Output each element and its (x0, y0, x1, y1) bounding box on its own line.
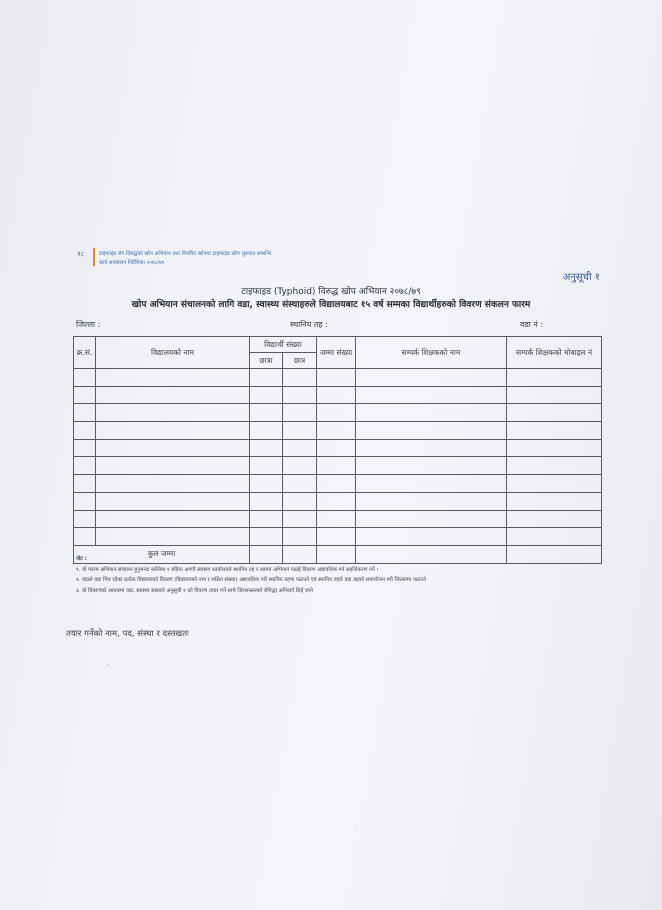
note-item: १. यो फारम अभियान संचालन हुनुभन्दा कम्तिमा १ महिना अगावै स्वास्थ्य कार्यालयले स्थानिय तह र वडामा अभियानं पठाई विवरण अद्यावधिक गर्न सहजिकरण गर्ने । (76, 566, 379, 573)
running-header (77, 248, 377, 268)
collection-table (73, 336, 602, 564)
paper-speck: · (106, 660, 110, 671)
header-line-1: टाइफाइड रोग विरुद्धको खोप अभियान तथा नियमित खोपमा टाइफाइड खोप शुरुवात सम्बन्धि (99, 251, 272, 257)
ward-field-label: वडा नं : (520, 320, 544, 329)
table-row (74, 475, 602, 493)
paper-speck: · (355, 822, 359, 833)
notes-section (76, 554, 426, 596)
page-number: १८ (77, 250, 85, 258)
table-row (74, 439, 602, 457)
form-subtitle: खोप अभियान संचालनको लागि वडा, स्वास्थ्य संस्थाहरुले विद्यालयबाट १५ वर्ष सम्मका विद्यार्थीहरुको विवरण संकलन फारम (131, 300, 531, 310)
col-header-boys: छात्र (283, 353, 317, 369)
local-level-field-label: स्थानिय तह : (290, 320, 328, 329)
note-item: ३. यो विवरणको आधारमा वडा, स्वास्थ्य संस्थाले अनुसूची २ को विवरण तयार गर्ने साथै जिल्लास्तरको रोगिद्धा अनिवार्य लिई जाने (76, 587, 313, 594)
table-row (74, 422, 602, 440)
col-header-sn: क्र.सं. (74, 337, 96, 369)
col-header-girls: छात्रा (250, 353, 283, 369)
col-header-students: विद्यार्थी संख्या (250, 337, 317, 353)
table-row (74, 528, 602, 546)
col-header-school: विद्यालयको नाम (96, 337, 250, 369)
annex-label: अनुसूची १ (562, 272, 600, 283)
col-header-teacher: सम्पर्क शिक्षकको नाम (356, 337, 507, 369)
table-row (74, 386, 602, 404)
table-row (74, 457, 602, 475)
notes-heading: नोट : (76, 556, 87, 562)
header-accent-bar (93, 248, 95, 266)
header-line-2: कार्य सञ्चालन निर्देशिका २०७८/७९ (99, 260, 165, 266)
form-title: टाइफाइड (Typhoid) विरुद्ध खोप अभियान २०७८/७९ (241, 287, 421, 297)
signature-label: तयार गर्नेको नाम, पद, संस्था र दस्तखतः (66, 629, 189, 639)
col-header-mobile: सम्पर्क शिक्षकको मोबाइल नं (507, 337, 602, 369)
table-row (74, 492, 602, 510)
table-row (74, 369, 602, 387)
table-row (74, 404, 602, 422)
total-label: कुल जम्मा (74, 545, 250, 563)
table-row (74, 510, 602, 528)
district-field-label: जिल्ला : (76, 320, 101, 329)
col-header-total: जम्मा संख्या (317, 337, 356, 369)
note-item: २. वडाले वडा भित्र रहेका प्रत्येक विद्यालयको विवरण (विद्यालयको नाम र शक्षित संख्या) अद्यावधिक गरी स्थानिय तहमा पठाउने एवं स्थानिय तहले वडा तहको समायोजन गरी जिल्लामा पठाउने (76, 577, 427, 583)
